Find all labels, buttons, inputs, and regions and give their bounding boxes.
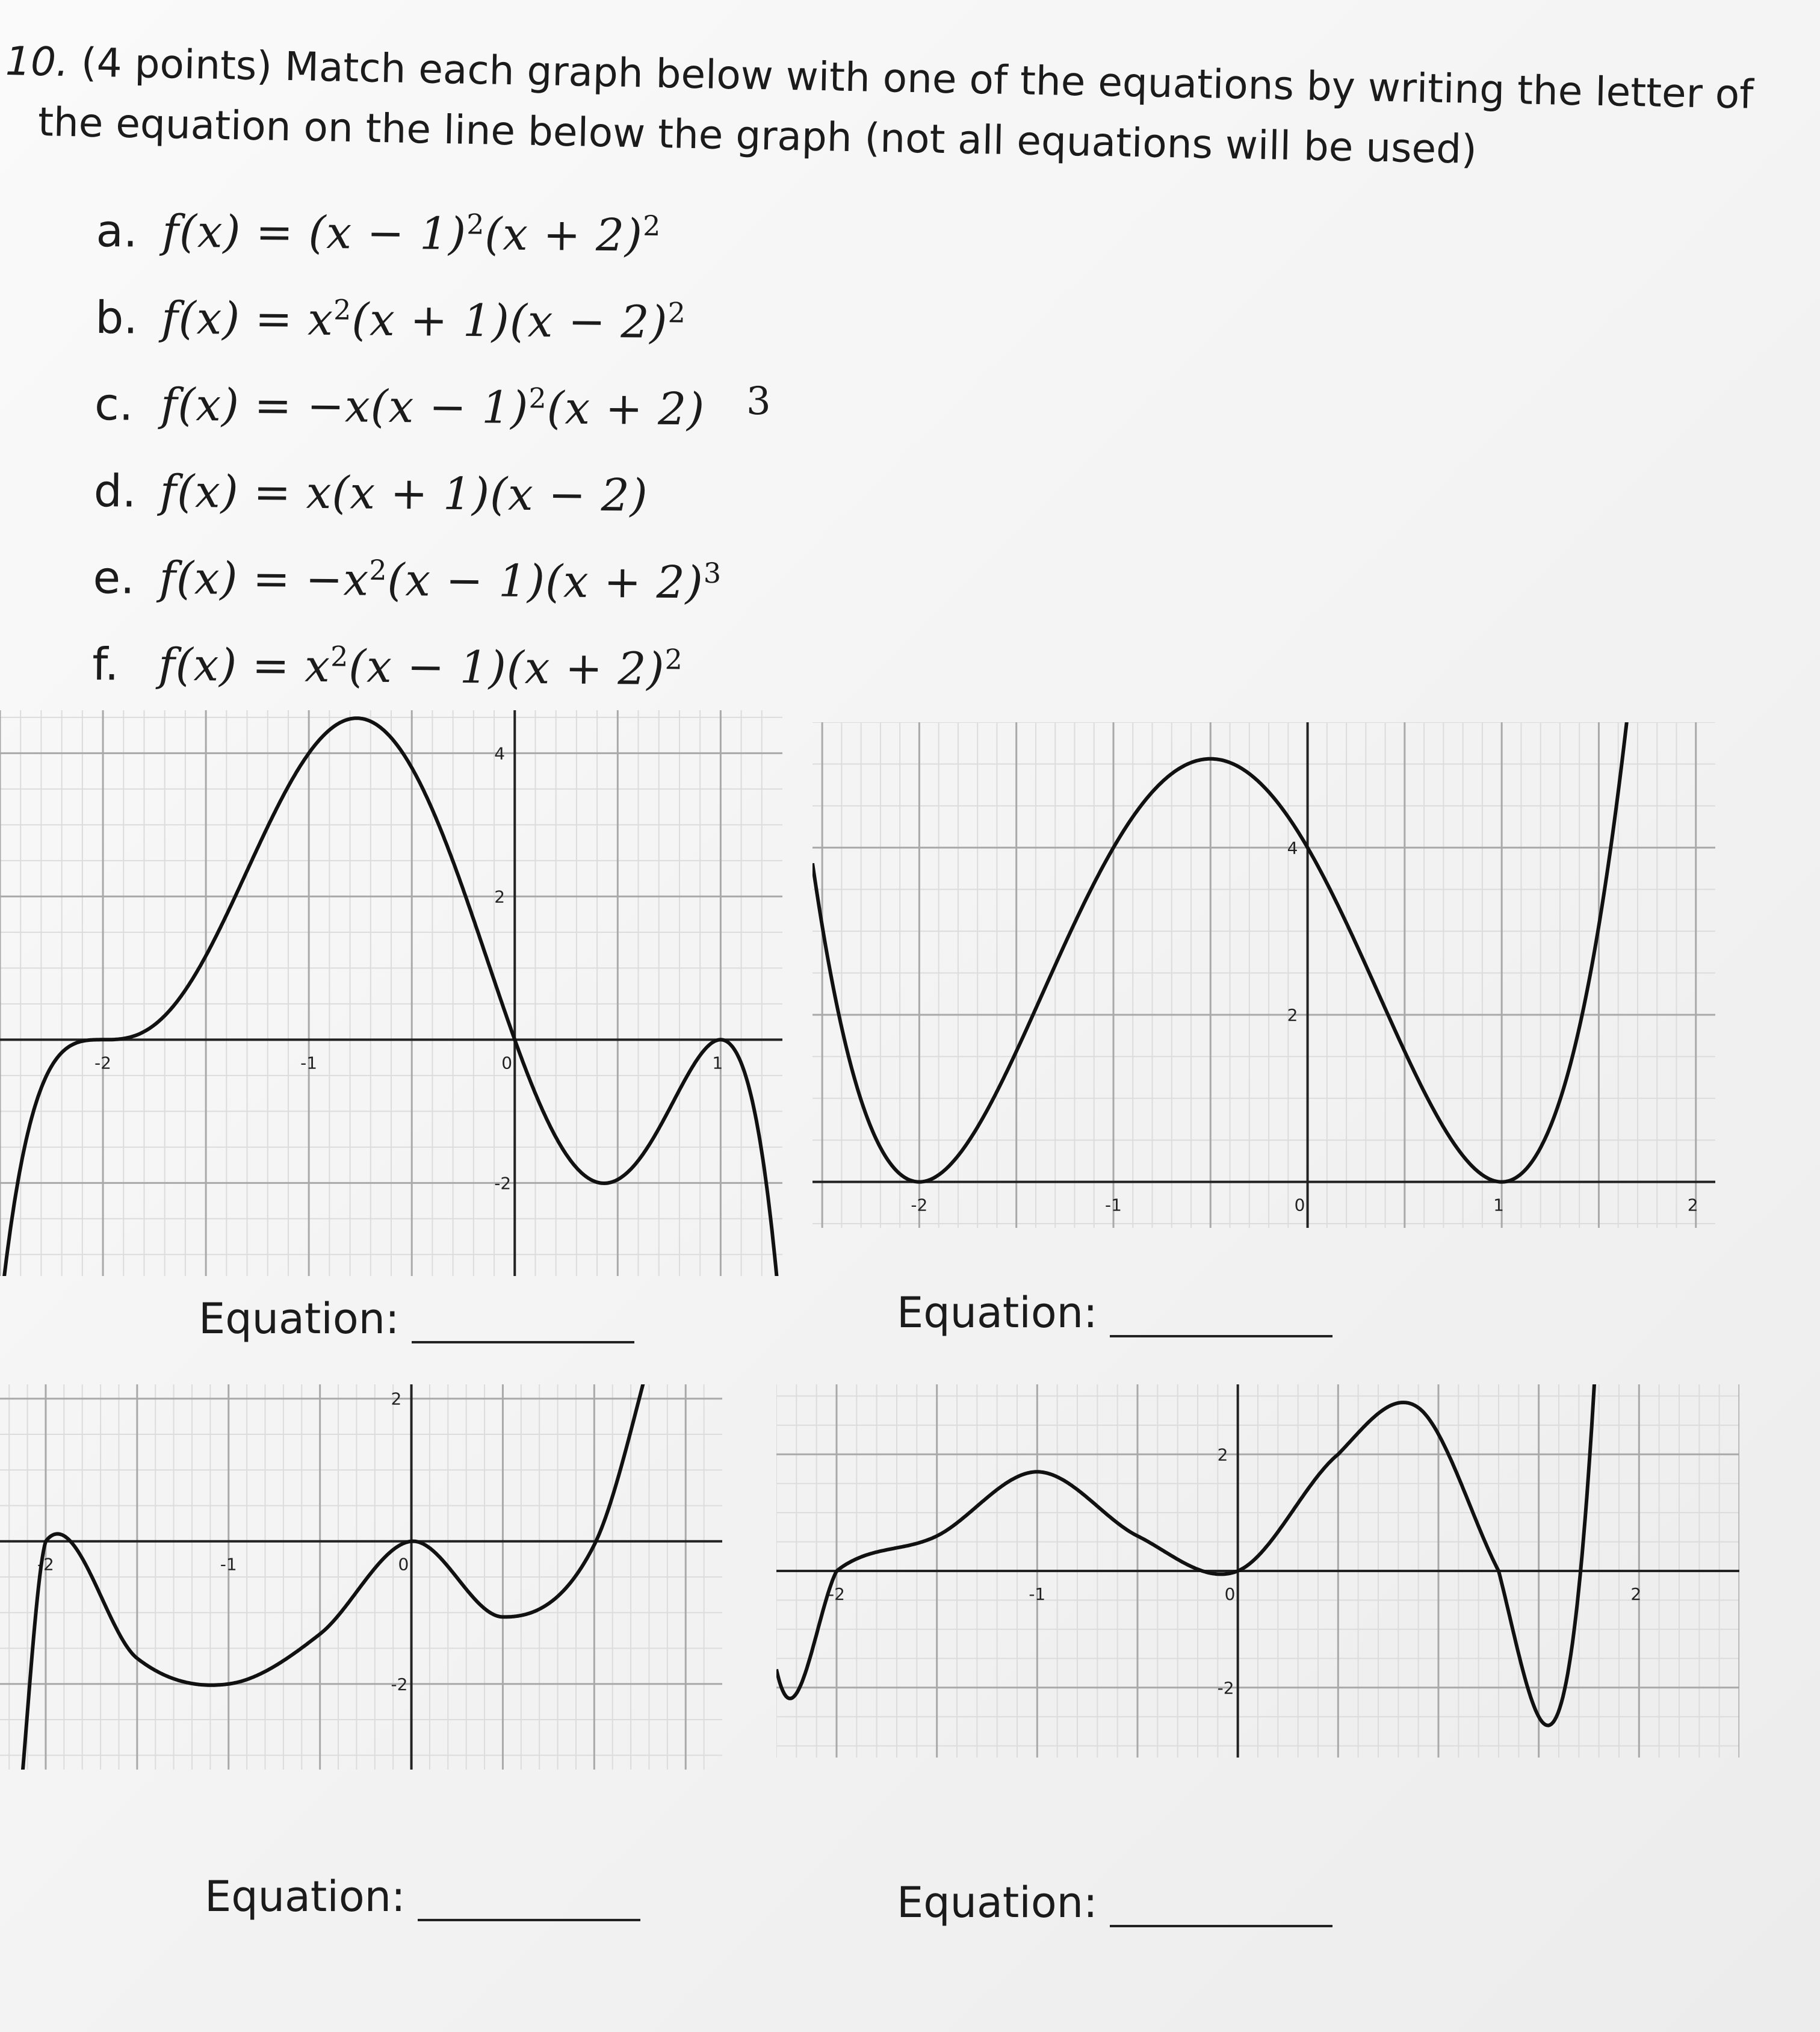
equation-list [91, 205, 725, 730]
x-tick-label: -2 [828, 1584, 845, 1604]
x-tick-label: -2 [37, 1554, 54, 1575]
answer-label: Equation: [897, 1878, 1098, 1927]
answer-2 [897, 1288, 1332, 1337]
equation-item [94, 291, 724, 383]
problem-number: 10. [5, 37, 69, 85]
x-tick-label: 2 [1687, 1195, 1698, 1215]
answer-blank-4[interactable] [1110, 1889, 1332, 1927]
formula-part: f(x) = x [161, 292, 334, 346]
formula-part: (x + 2) [546, 382, 705, 436]
answer-blank-1[interactable] [412, 1305, 634, 1343]
x-tick-label: -1 [1105, 1195, 1122, 1215]
x-tick-label: -1 [1029, 1584, 1046, 1604]
formula-exponent: 2 [664, 643, 684, 676]
answer-3 [205, 1872, 640, 1921]
x-tick-label: 0 [1224, 1584, 1236, 1604]
x-tick-label: 0 [501, 1053, 513, 1073]
equation-letter: f. [91, 638, 119, 691]
formula-part: (x + 2) [484, 208, 643, 262]
y-tick-label: 4 [494, 743, 506, 764]
formula-exponent: 2 [642, 209, 661, 243]
answer-1 [199, 1294, 634, 1343]
formula-part: f(x) = −x(x − 1) [160, 379, 529, 434]
x-tick-label: 1 [712, 1053, 723, 1073]
y-tick-label: -2 [391, 1674, 408, 1694]
answer-label: Equation: [199, 1294, 400, 1343]
formula-exponent: 2 [330, 640, 349, 673]
y-tick-label: 4 [1287, 838, 1298, 858]
formula-part: (x − 1)(x + 2) [387, 554, 704, 609]
handwritten-note: 3 [746, 379, 771, 424]
answer-label: Equation: [897, 1288, 1098, 1337]
equation-formula [162, 205, 661, 262]
graph-2 [812, 722, 1715, 1228]
y-tick-label: -2 [494, 1173, 512, 1194]
graph-3 [0, 1384, 722, 1770]
equation-formula [159, 465, 648, 522]
equation-letter: d. [93, 465, 137, 518]
problem-statement [4, 31, 1754, 185]
x-tick-label: 0 [1294, 1195, 1305, 1215]
formula-part: f(x) = x [158, 639, 331, 693]
formula-exponent: 2 [667, 296, 687, 329]
graph-4 [776, 1384, 1739, 1758]
problem-line-1: (4 points) Match each graph below with one of the equations by writing the letter of [81, 39, 1754, 118]
graph-2-svg [812, 722, 1715, 1228]
equation-item [94, 378, 723, 470]
equation-item [93, 465, 723, 557]
problem-line-2: the equation on the line below the graph (not all equations will be used) [37, 99, 1478, 173]
equation-letter: e. [93, 551, 135, 604]
equation-formula [161, 292, 686, 348]
x-tick-label: -2 [911, 1195, 928, 1215]
equation-item [93, 551, 722, 643]
x-tick-label: 1 [1493, 1195, 1504, 1215]
answer-4 [897, 1878, 1332, 1927]
equation-letter: b. [94, 291, 138, 344]
equation-letter: a. [96, 205, 138, 258]
x-tick-label: 2 [1630, 1584, 1642, 1604]
graph-4-svg [776, 1384, 1739, 1758]
equation-letter: c. [94, 378, 134, 431]
answer-blank-3[interactable] [418, 1883, 640, 1921]
formula-part: (x + 1)(x − 2) [351, 294, 668, 348]
equation-formula [159, 552, 722, 609]
y-tick-label: 2 [494, 887, 506, 907]
equation-formula [161, 379, 705, 436]
x-tick-label: 0 [398, 1554, 409, 1575]
y-tick-label: -2 [1217, 1677, 1234, 1698]
answer-label: Equation: [205, 1872, 406, 1921]
formula-part: f(x) = −x [159, 552, 370, 606]
formula-part: (x − 1)(x + 2) [348, 640, 665, 695]
equation-formula [158, 639, 683, 695]
graph-1-svg [0, 710, 782, 1276]
formula-exponent: 3 [703, 556, 722, 590]
equation-item [96, 205, 725, 297]
formula-exponent: 2 [333, 293, 352, 326]
y-tick-label: 2 [1217, 1445, 1228, 1465]
formula-part: f(x) = x(x + 1)(x − 2) [159, 465, 649, 522]
formula-exponent: 2 [528, 382, 548, 415]
x-tick-label: -2 [94, 1053, 111, 1073]
formula-exponent: 2 [369, 553, 388, 587]
formula-part: f(x) = (x − 1) [162, 205, 467, 261]
answer-blank-2[interactable] [1110, 1299, 1332, 1337]
graph-3-svg [0, 1384, 722, 1770]
y-tick-label: 2 [391, 1389, 402, 1409]
graph-1 [0, 710, 782, 1276]
x-tick-label: -1 [300, 1053, 318, 1073]
x-tick-label: -1 [220, 1554, 237, 1575]
formula-exponent: 2 [466, 208, 485, 241]
y-tick-label: 2 [1287, 1005, 1298, 1025]
